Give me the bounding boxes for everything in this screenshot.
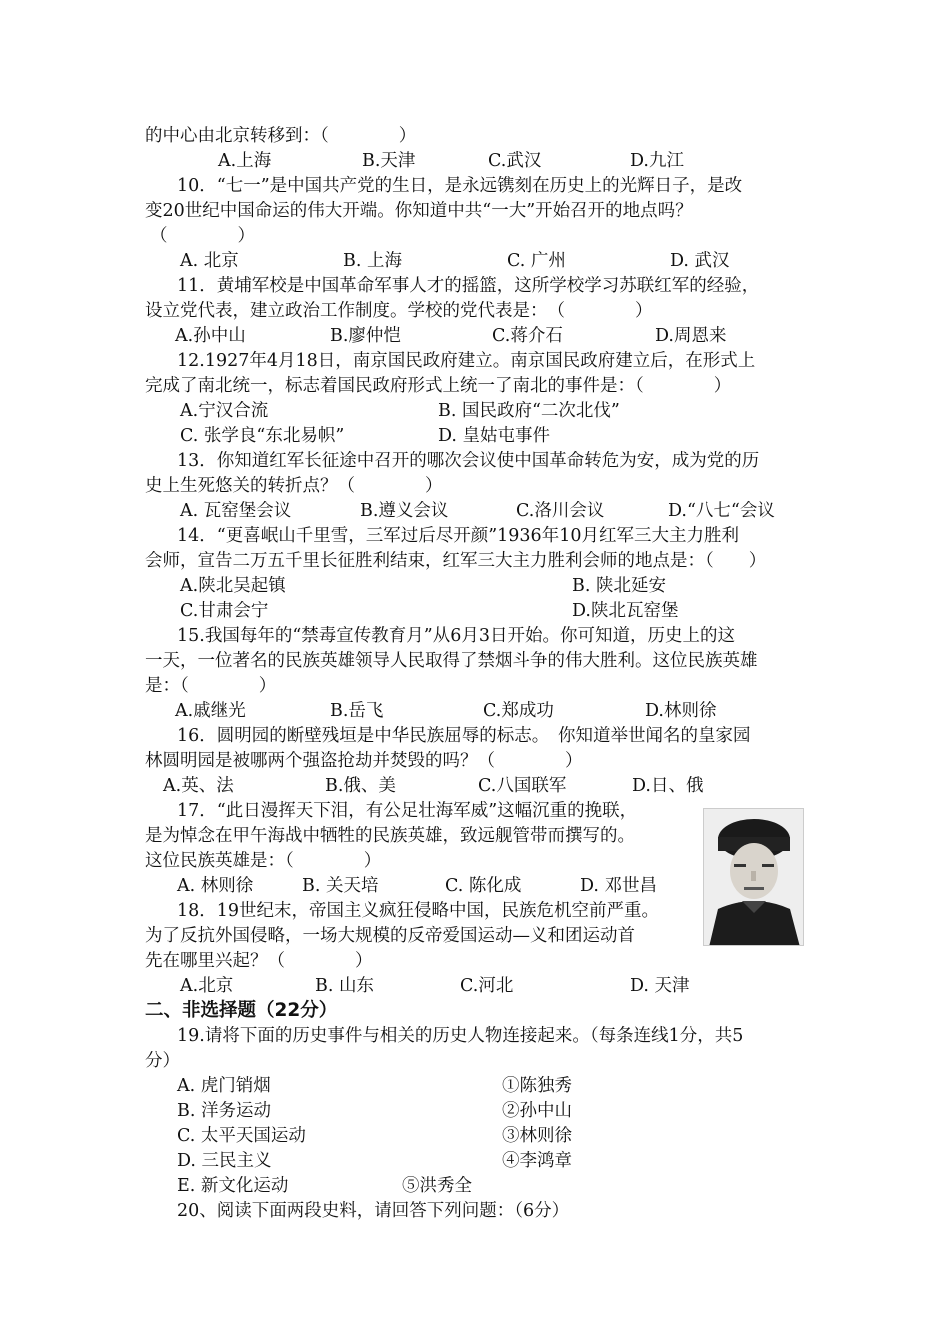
- question-18-line3: 先在哪里兴起？（ ）: [145, 951, 373, 971]
- q18-option-c: C.河北: [460, 976, 514, 996]
- question-10-line1: 10．“七一”是中国共产党的生日，是永远镌刻在历史上的光辉日子，是改: [177, 176, 743, 196]
- match-event-b: B. 洋务运动: [177, 1101, 271, 1121]
- question-11-line2: 设立党代表，建立政治工作制度。学校的党代表是： （ ）: [145, 301, 653, 321]
- question-12-line2: 完成了南北统一，标志着国民政府形式上统一了南北的事件是：（ ）: [145, 376, 732, 396]
- section-2-heading: 二、非选择题（22分）: [145, 1000, 338, 1021]
- q17-option-a: A. 林则徐: [177, 876, 254, 896]
- question-18-line1: 18．19世纪末，帝国主义疯狂侵略中国，民族危机空前严重。: [177, 901, 660, 921]
- q12-option-d: D. 皇姑屯事件: [438, 426, 551, 446]
- q13-option-b: B.遵义会议: [360, 501, 449, 521]
- q12-option-c: C. 张学良“东北易帜”: [180, 426, 345, 446]
- q17-option-c: C. 陈化成: [445, 876, 522, 896]
- question-15-line2: 一天，一位著名的民族英雄领导人民取得了禁烟斗争的伟大胜利。这位民族英雄: [145, 651, 758, 671]
- q18-option-d: D. 天津: [630, 976, 690, 996]
- q18-option-a: A.北京: [180, 976, 234, 996]
- q9-option-c: C.武汉: [488, 151, 542, 171]
- q16-option-a: A.英、法: [163, 776, 234, 796]
- q15-option-d: D.林则徐: [645, 701, 717, 721]
- match-person-3: ③林则徐: [502, 1126, 572, 1146]
- q11-option-d: D.周恩来: [655, 326, 727, 346]
- q12-option-b: B. 国民政府“二次北伐”: [438, 401, 620, 421]
- q14-option-c: C.甘肃会宁: [180, 601, 269, 621]
- q13-option-c: C.洛川会议: [516, 501, 605, 521]
- question-19-line1: 19.请将下面的历史事件与相关的历史人物连接起来。（每条连线1分，共5: [177, 1026, 744, 1046]
- match-event-a: A. 虎门销烟: [177, 1076, 271, 1096]
- q14-option-b: B. 陕北延安: [572, 576, 666, 596]
- question-16-line2: 林圆明园是被哪两个强盗抢劫并焚毁的吗？（ ）: [145, 751, 583, 771]
- question-19-line2: 分）: [145, 1051, 180, 1071]
- match-person-1: ①陈独秀: [502, 1076, 572, 1096]
- q13-option-a: A. 瓦窑堡会议: [180, 501, 292, 521]
- q10-option-c: C. 广州: [507, 251, 566, 271]
- q11-option-c: C.蒋介石: [492, 326, 563, 346]
- q10-option-d: D. 武汉: [670, 251, 730, 271]
- q13-option-d: D.“八七“会议: [668, 501, 775, 521]
- question-18-line2: 为了反抗外国侵略，一场大规模的反帝爱国运动—义和团运动首: [145, 926, 635, 946]
- q17-option-b: B. 关天培: [302, 876, 379, 896]
- question-11-line1: 11．黄埔军校是中国革命军事人才的摇篮，这所学校学习苏联红军的经验，: [177, 276, 760, 296]
- match-person-2: ②孙中山: [502, 1101, 572, 1121]
- q10-option-b: B. 上海: [343, 251, 402, 271]
- q16-option-c: C.八国联军: [478, 776, 567, 796]
- question-17-line3: 这位民族英雄是：（ ）: [145, 851, 382, 871]
- question-10-line2: 变20世纪中国命运的伟大开端。你知道中共“一大”开始召开的地点吗？: [145, 201, 693, 221]
- question-15-line3: 是：（ ）: [145, 676, 277, 696]
- q11-option-b: B.廖仲恺: [330, 326, 401, 346]
- q15-option-b: B.岳飞: [330, 701, 384, 721]
- question-13-line1: 13．你知道红军长征途中召开的哪次会议使中国革命转危为安，成为党的历: [177, 451, 760, 471]
- question-20-line1: 20、阅读下面两段史料，请回答下列问题：（6分）: [177, 1201, 570, 1221]
- q15-option-c: C.郑成功: [483, 701, 554, 721]
- match-event-c: C. 太平天国运动: [177, 1126, 306, 1146]
- question-15-line1: 15.我国每年的“禁毒宣传教育月”从6月3日开始。你可知道，历史上的这: [177, 626, 735, 646]
- question-12-line1: 12.1927年4月18日，南京国民政府建立。南京国民政府建立后，在形式上: [177, 351, 756, 371]
- q15-option-a: A.戚继光: [175, 701, 246, 721]
- question-10-line3: （ ）: [150, 226, 255, 246]
- q11-option-a: A.孙中山: [175, 326, 246, 346]
- match-person-4: ④李鸿章: [502, 1151, 572, 1171]
- q9-option-d: D.九江: [630, 151, 684, 171]
- question-17-line1: 17．“此日漫挥天下泪，有公足壮海军威”这幅沉重的挽联，: [177, 801, 638, 821]
- q10-option-a: A. 北京: [180, 251, 239, 271]
- q16-option-b: B.俄、美: [325, 776, 396, 796]
- q17-option-d: D. 邓世昌: [580, 876, 658, 896]
- question-16-line1: 16．圆明园的断壁残垣是中华民族屈辱的标志。 你知道举世闻名的皇家园: [177, 726, 751, 746]
- q14-option-d: D.陕北瓦窑堡: [572, 601, 679, 621]
- q14-option-a: A.陕北吴起镇: [180, 576, 286, 596]
- q18-option-b: B. 山东: [315, 976, 374, 996]
- q16-option-d: D.日、俄: [632, 776, 704, 796]
- q9-option-a: A.上海: [218, 151, 272, 171]
- match-event-d: D. 三民主义: [177, 1151, 272, 1171]
- question-14-line2: 会师，宣告二万五千里长征胜利结束，红军三大主力胜利会师的地点是：（ ）: [145, 551, 767, 571]
- q12-option-a: A.宁汉合流: [180, 401, 269, 421]
- match-person-5: ⑤洪秀全: [402, 1176, 472, 1196]
- match-event-e: E. 新文化运动: [177, 1176, 289, 1196]
- q9-option-b: B.天津: [362, 151, 416, 171]
- portrait-photo: [703, 808, 804, 946]
- question-14-line1: 14．“更喜岷山千里雪，三军过后尽开颜”1936年10月红军三大主力胜利: [177, 526, 739, 546]
- question-13-line2: 史上生死悠关的转折点？（ ）: [145, 476, 443, 496]
- question-17-line2: 是为悼念在甲午海战中牺牲的民族英雄，致远舰管带而撰写的。: [145, 826, 635, 846]
- question-9-text: 的中心由北京转移到：（ ）: [145, 126, 417, 146]
